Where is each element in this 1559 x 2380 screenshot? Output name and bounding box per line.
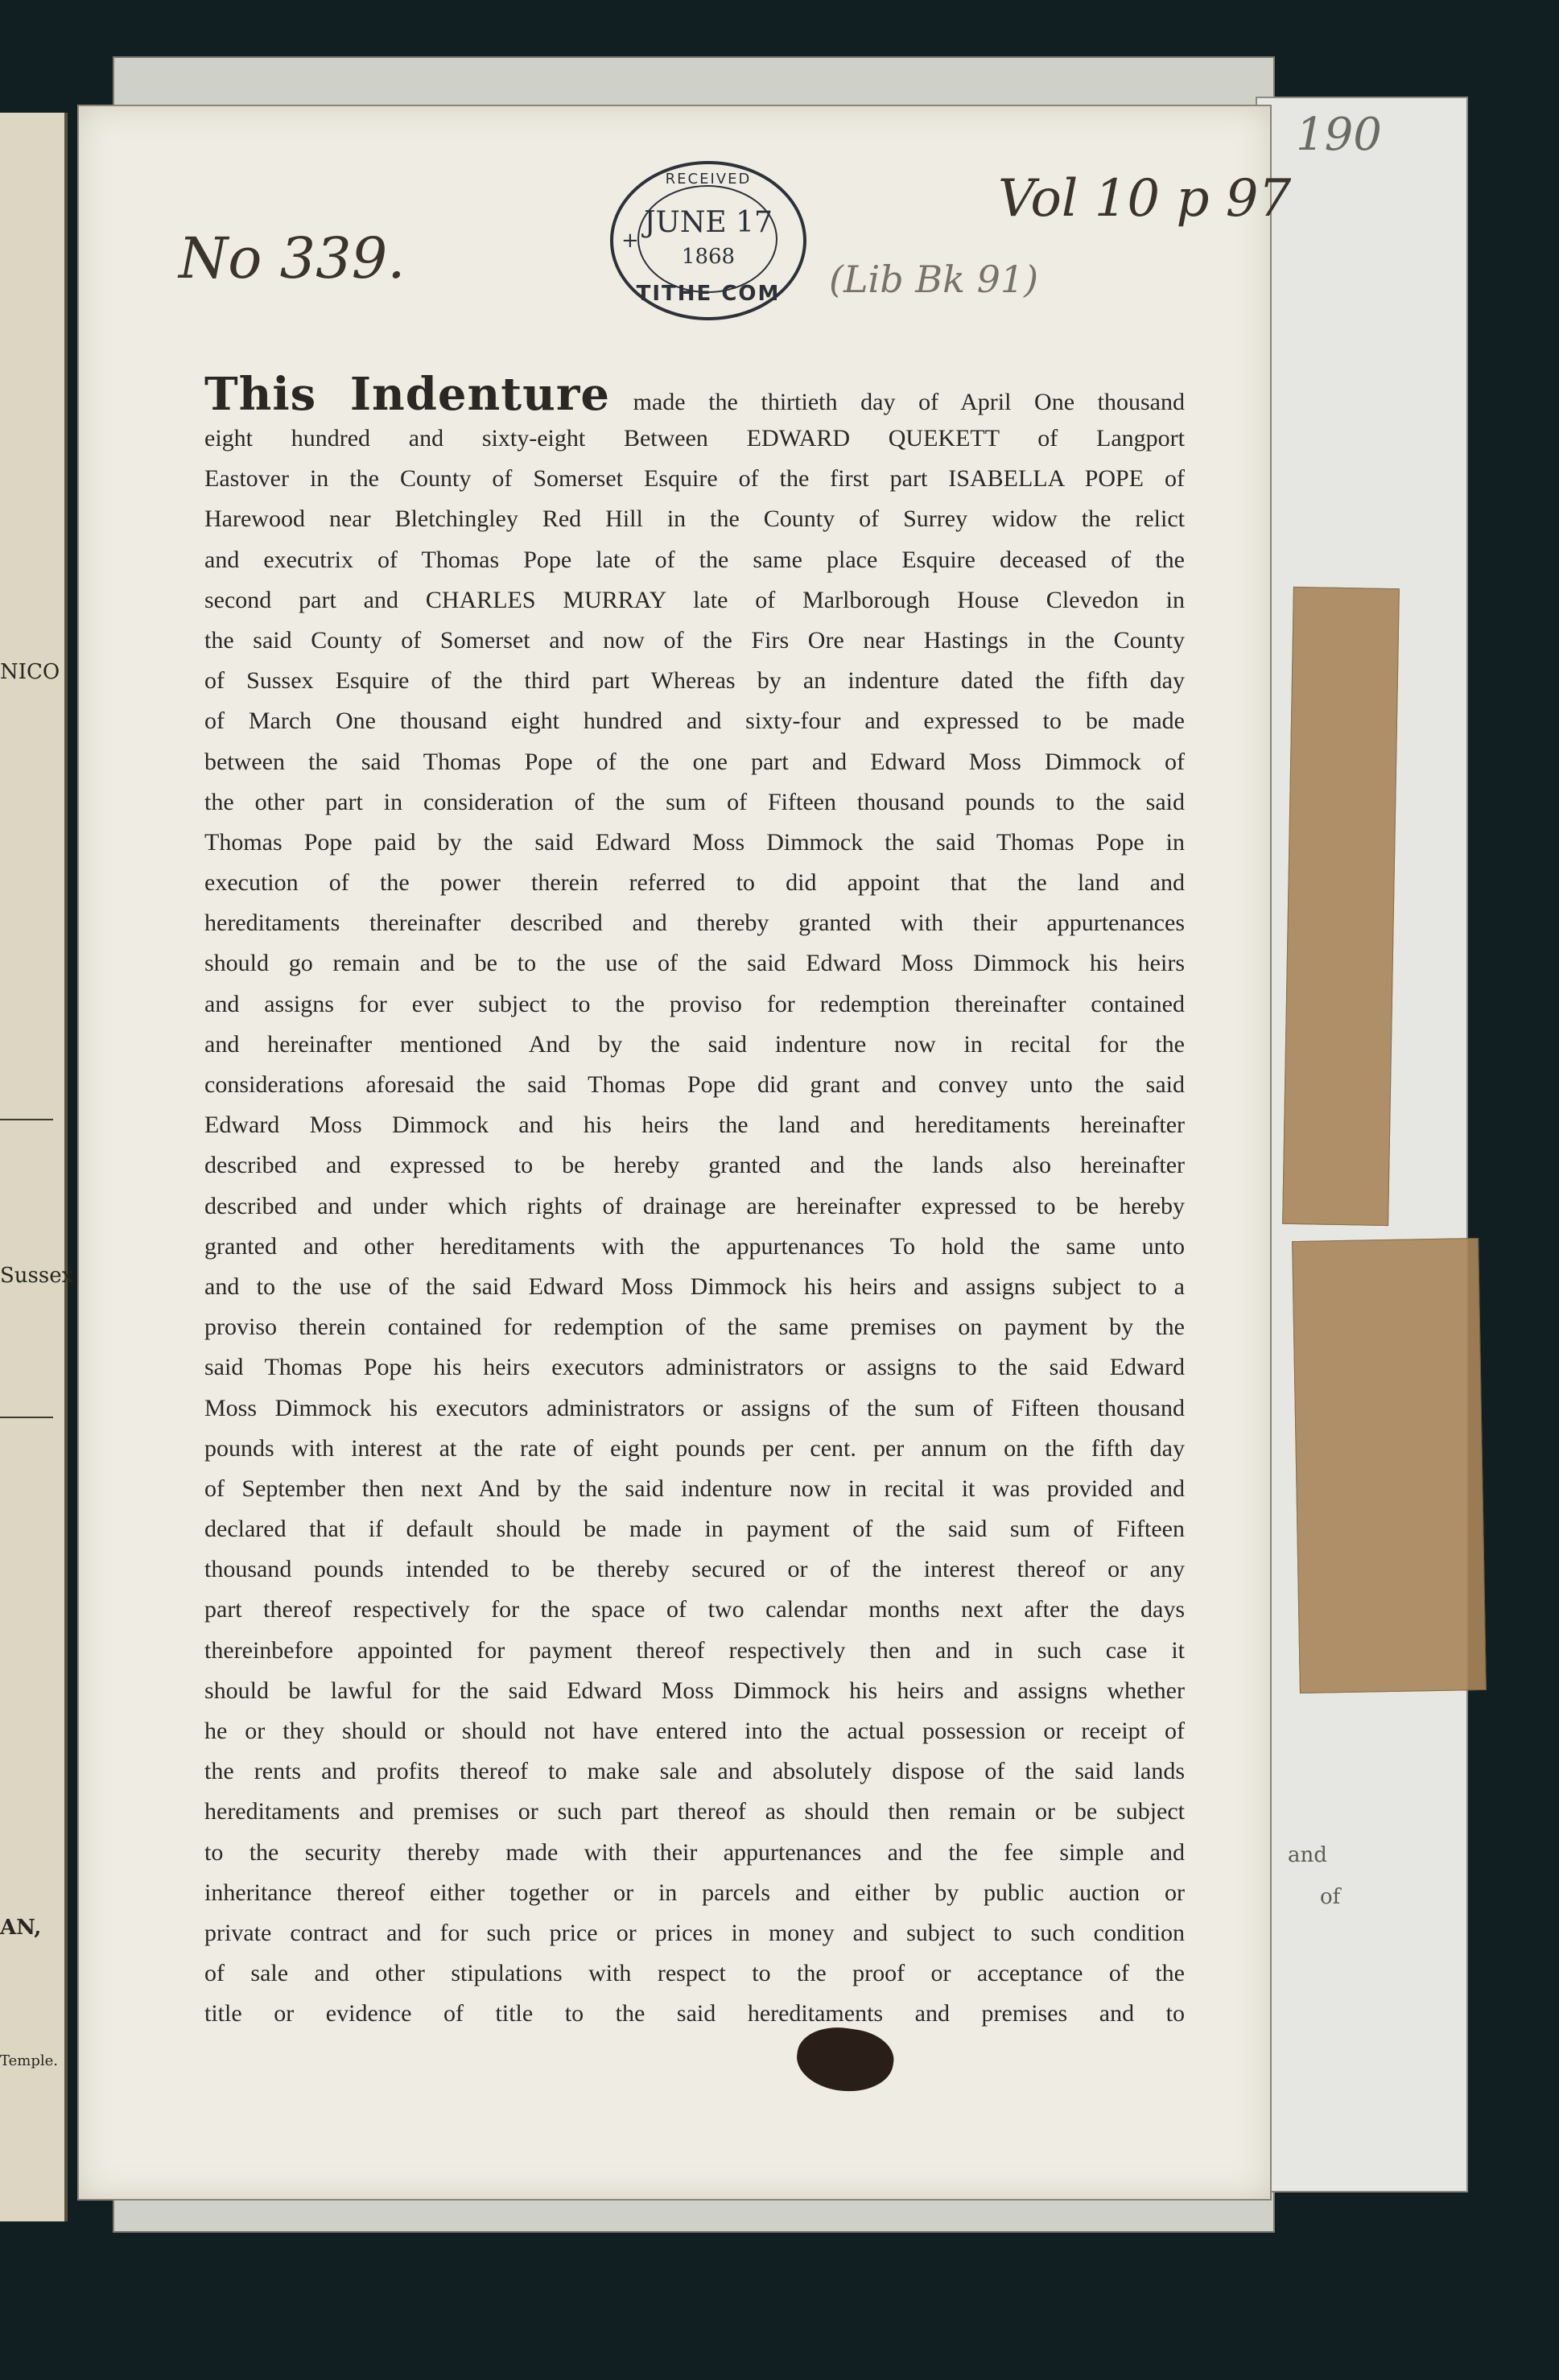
text-line: should be lawful for the said Edward Moss Dimmock his heirs and assigns whether bbox=[204, 1677, 1185, 1704]
right-page-fragment: and bbox=[1288, 1843, 1327, 1867]
text-line: to the security thereby made with their appurtenances and the fee simple and bbox=[204, 1838, 1185, 1866]
text-line: Eastover in the County of Somerset Esquire of the first part ISABELLA POPE of bbox=[204, 465, 1185, 493]
stamp-top-text: RECEIVED bbox=[665, 171, 752, 188]
corner-note: 190 bbox=[1296, 109, 1382, 161]
text-line: of March One thousand eight hundred and sixty-four and expressed to be made bbox=[204, 707, 1185, 735]
text-line: declared that if default should be made in payment of the said sum of Fifteen bbox=[204, 1516, 1185, 1543]
text-line: between the said Thomas Pope of the one part and Edward Moss Dimmock of bbox=[204, 748, 1185, 775]
indenture-text bbox=[204, 370, 1185, 2035]
text-line: the rents and profits thereof to make sale and absolutely dispose of the said lands bbox=[204, 1758, 1185, 1785]
text-line: and assigns for ever subject to the proviso for redemption thereinafter contained bbox=[204, 990, 1185, 1017]
text-line bbox=[204, 370, 1185, 419]
left-page-fragment: Sussex bbox=[0, 1264, 74, 1288]
text-line: the other part in consideration of the sum of Fifteen thousand pounds to the said bbox=[204, 788, 1185, 815]
text-line: Edward Moss Dimmock and his heirs the land and hereditaments hereinafter bbox=[204, 1112, 1185, 1139]
text-line: Moss Dimmock his executors administrators or assigns of the sum of Fifteen thousand bbox=[204, 1394, 1185, 1421]
text-line: and hereinafter mentioned And by the said indenture now in recital for the bbox=[204, 1030, 1185, 1058]
pencil-note: (Lib Bk 91) bbox=[829, 258, 1039, 301]
stamp-bottom-text: TITHE COM bbox=[636, 282, 781, 306]
stamp-cross: + bbox=[621, 229, 639, 253]
text-line: private contract and for such price or prices in money and subject to such condition bbox=[204, 1919, 1185, 1946]
body-lines bbox=[204, 419, 1185, 2035]
text-line: thereinbefore appointed for payment thereof respectively then and in such case it bbox=[204, 1636, 1185, 1664]
text-line: pounds with interest at the rate of eight pounds per cent. per annum on the fifth day bbox=[204, 1434, 1185, 1462]
text-line: part thereof respectively for the space of two calendar months next after the days bbox=[204, 1596, 1185, 1623]
text-line: and to the use of the said Edward Moss Dimmock his heirs and assigns subject to a bbox=[204, 1272, 1185, 1300]
text-line: granted and other hereditaments with the appurtenances To hold the same unto bbox=[204, 1232, 1185, 1260]
text-line: hereditaments and premises or such part thereof as should then remain or be subject bbox=[204, 1798, 1185, 1825]
text-line: proviso therein contained for redemption of the same premises on payment by the bbox=[204, 1314, 1185, 1341]
repair-tape bbox=[1292, 1238, 1487, 1693]
received-stamp bbox=[610, 161, 806, 320]
text-line: the said County of Somerset and now of the Firs Ore near Hastings in the County bbox=[204, 626, 1185, 654]
text-line: of Sussex Esquire of the third part Whereas by an indenture dated the fifth day bbox=[204, 667, 1185, 695]
left-page-edge bbox=[0, 113, 74, 2221]
text-line: hereditaments thereinafter described and thereby granted with their appurtenances bbox=[204, 910, 1185, 937]
text-line: execution of the power therein referred to did appoint that the land and bbox=[204, 869, 1185, 897]
left-page-fragment: Temple. bbox=[0, 2052, 58, 2069]
text-line: should go remain and be to the use of the said Edward Moss Dimmock his heirs bbox=[204, 950, 1185, 977]
left-page-rule bbox=[0, 1119, 53, 1120]
text-line: he or they should or should not have entered into the actual possession or receipt of bbox=[204, 1718, 1185, 1744]
text-line: considerations aforesaid the said Thomas Pope did grant and convey unto the said bbox=[204, 1071, 1185, 1098]
volume-reference: Vol 10 p 97 bbox=[998, 169, 1292, 229]
text-line: Thomas Pope paid by the said Edward Moss Dimmock the said Thomas Pope in bbox=[204, 828, 1185, 856]
text-line: described and under which rights of drainage are hereinafter expressed to be hereby bbox=[204, 1192, 1185, 1219]
text-line: said Thomas Pope his heirs executors administrators or assigns to the said Edward bbox=[204, 1354, 1185, 1381]
text-line: and executrix of Thomas Pope late of the same place Esquire deceased of the bbox=[204, 546, 1185, 573]
right-page-fragment: of bbox=[1320, 1885, 1341, 1909]
text-line: of September then next And by the said indenture now in recital it was provided and bbox=[204, 1475, 1185, 1502]
text-line: second part and CHARLES MURRAY late of Marlborough House Clevedon in bbox=[204, 586, 1185, 613]
left-page-rule bbox=[0, 1417, 53, 1418]
stamp-year: 1868 bbox=[681, 245, 736, 269]
text-line: inheritance thereof either together or in parcels and either by public auction or bbox=[204, 1879, 1185, 1906]
stamp-date: JUNE 17 bbox=[644, 206, 773, 239]
reference-number: No 339. bbox=[179, 225, 406, 291]
text-line: eight hundred and sixty-eight Between EDWARD QUEKETT of Langport bbox=[204, 425, 1185, 452]
text-line: Harewood near Bletchingley Red Hill in the County of Surrey widow the relict bbox=[204, 505, 1185, 533]
text-line: title or evidence of title to the said hereditaments and premises and to bbox=[204, 2000, 1185, 2027]
text-line: of sale and other stipulations with respect to the proof or acceptance of the bbox=[204, 1960, 1185, 1987]
opening-words: This Indenture bbox=[204, 368, 610, 421]
text-line: thousand pounds intended to be thereby secured or of the interest thereof or any bbox=[204, 1556, 1185, 1583]
repair-tape bbox=[1282, 587, 1400, 1226]
text-line: described and expressed to be hereby granted and the lands also hereinafter bbox=[204, 1152, 1185, 1179]
left-page-fragment: AN, bbox=[0, 1916, 42, 1940]
stamp-inner-ring bbox=[637, 185, 777, 293]
line-text: made the thirtieth day of April One thousand bbox=[633, 389, 1185, 415]
left-page-fragment: NICO bbox=[0, 660, 60, 684]
